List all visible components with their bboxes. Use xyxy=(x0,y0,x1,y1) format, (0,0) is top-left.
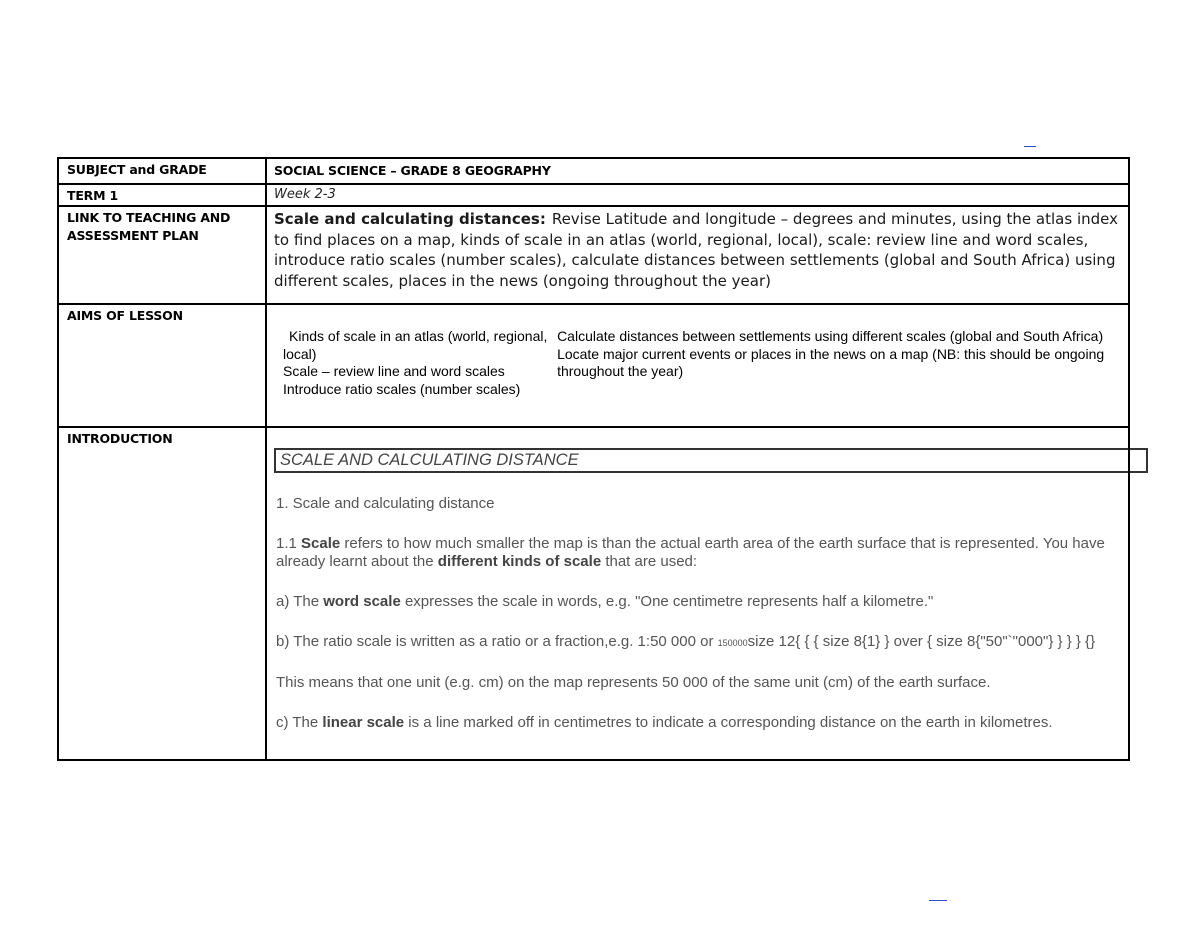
term-value: Week 2-3 xyxy=(266,184,1129,206)
aim-item: Locate major current events or places in the news on a map (NB: this should be ongoing throughout the year) xyxy=(557,345,1105,379)
aims-column-1 xyxy=(274,328,557,398)
lesson-plan-table xyxy=(57,157,1130,761)
aim-item: Calculate distances between settlements using different scales (global and South Africa) xyxy=(557,328,1104,344)
introduction-label: INTRODUCTION xyxy=(58,427,266,760)
link-value xyxy=(266,206,1129,304)
text-run: refers to how much smaller the map is than the actual earth area of the earth surface that is represented. You have already learnt about the xyxy=(276,535,1105,570)
aim-item: Scale – review line and word scales xyxy=(283,363,505,379)
aims-row xyxy=(58,304,1129,427)
text-run: b) The ratio scale is written as a ratio or a fraction,e.g. 1:50 000 or xyxy=(276,633,718,650)
bold-term: different kinds of scale xyxy=(437,553,602,570)
term-label: TERM 1 xyxy=(58,184,266,206)
text-run: is a line marked off in centimetres to indicate a corresponding distance on the earth in kilometres. xyxy=(404,714,1053,731)
intro-paragraph-linear-scale xyxy=(276,714,1121,732)
subject-value: SOCIAL SCIENCE – GRADE 8 GEOGRAPHY xyxy=(266,158,1129,184)
tiny-fraction: 150000 xyxy=(717,638,748,648)
aim-item: Introduce ratio scales (number scales) xyxy=(283,380,521,397)
intro-paragraph-ratio-scale xyxy=(276,633,1121,652)
intro-title-box: SCALE AND CALCULATING DISTANCE xyxy=(274,448,1148,473)
introduction-value xyxy=(266,427,1129,760)
text-run: size 12{ { { size 8{1} } over { size 8{"50"`"000"} } } } {} xyxy=(747,633,1096,650)
bottom-underline-mark xyxy=(929,900,947,901)
text-run: expresses the scale in words, e.g. "One centimetre represents half a kilometre." xyxy=(400,593,934,610)
subject-label: SUBJECT and GRADE xyxy=(58,158,266,184)
intro-heading: 1. Scale and calculating distance xyxy=(276,495,495,512)
intro-paragraph-word-scale xyxy=(276,593,1121,611)
text-run: a) The xyxy=(276,593,324,610)
aims-grid xyxy=(274,328,1121,398)
top-underline-mark xyxy=(1024,146,1036,147)
aims-column-2 xyxy=(557,328,1121,398)
bold-term: Scale xyxy=(301,535,341,552)
intro-paragraph-scale xyxy=(276,535,1121,571)
link-lead: Scale and calculating distances: xyxy=(274,210,546,228)
link-text: Revise Latitude and longitude – degrees and minutes, using the atlas index to find places on a map, kinds of scale in an atlas (world, regional, local), scale: review line and word scales, introduce ratio scales (number scales), calculate distances between settlements (global and South Africa) using different scales, places in the news (ongoing throughout the year) xyxy=(274,210,1118,290)
aims-label: AIMS OF LESSON xyxy=(58,304,266,427)
intro-paragraph-means: This means that one unit (e.g. cm) on the map represents 50 000 of the same unit (cm) of the earth surface. xyxy=(276,674,991,691)
term-row xyxy=(58,184,1129,206)
link-row xyxy=(58,206,1129,304)
intro-body xyxy=(274,495,1121,732)
text-run: c) The xyxy=(276,714,323,731)
text-run: that are used: xyxy=(601,553,698,570)
aim-item: Kinds of scale in an atlas (world, regional, local) xyxy=(283,328,548,362)
bold-term: word scale xyxy=(323,593,401,610)
aims-value xyxy=(266,304,1129,427)
text-run: 1.1 xyxy=(276,535,302,552)
subject-row xyxy=(58,158,1129,184)
bold-term: linear scale xyxy=(322,714,405,731)
introduction-row xyxy=(58,427,1129,760)
link-label: LINK TO TEACHING AND ASSESSMENT PLAN xyxy=(58,206,266,304)
